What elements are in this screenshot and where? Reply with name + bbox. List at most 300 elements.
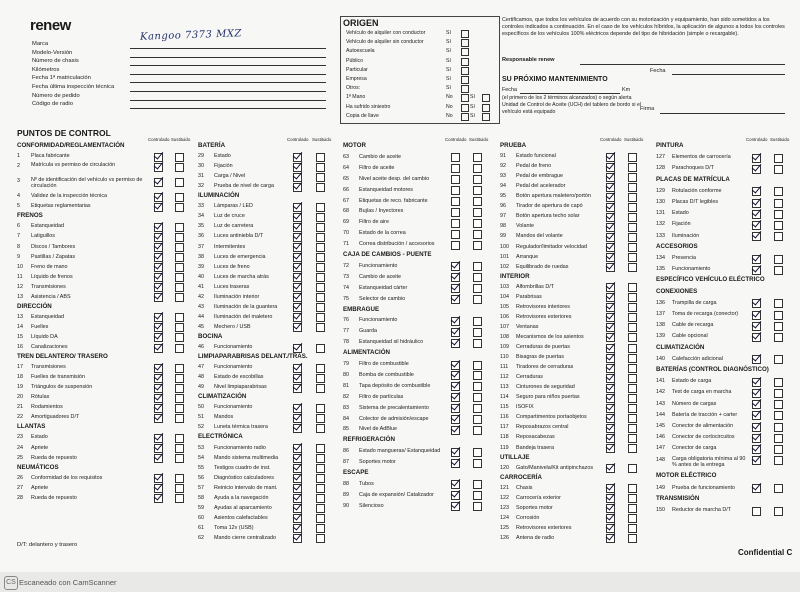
checkmark-icon — [606, 159, 616, 169]
checklist-item-label: Pedal de freno — [516, 163, 552, 170]
checkmark-icon — [293, 229, 303, 239]
checklist-item-number: 41 — [198, 283, 204, 290]
checkmark-icon — [752, 441, 762, 451]
checklist-item-label: Diagnóstico calculadores — [214, 474, 274, 481]
checkmark-icon — [752, 408, 762, 418]
checklist-item — [500, 191, 650, 201]
checkmark-icon — [606, 390, 616, 400]
replaced-checkbox[interactable] — [473, 448, 482, 457]
replaced-checkbox[interactable] — [473, 328, 482, 337]
checkmark-icon — [154, 440, 164, 450]
replaced-checkbox[interactable] — [175, 344, 184, 353]
checkmark-icon — [293, 481, 303, 491]
replaced-checkbox[interactable] — [628, 534, 637, 543]
origin-checkbox[interactable] — [461, 113, 469, 121]
controlled-checkbox[interactable] — [451, 186, 460, 195]
replaced-checkbox[interactable] — [473, 295, 482, 304]
checkmark-icon — [154, 229, 164, 239]
checklist-item-number: 129 — [656, 187, 665, 194]
checklist-item-label: Iluminación de la guantera — [214, 303, 278, 310]
replaced-checkbox[interactable] — [473, 361, 482, 370]
checklist-item-number: 74 — [343, 284, 349, 291]
replaced-checkbox[interactable] — [774, 411, 783, 420]
replaced-checkbox[interactable] — [175, 494, 184, 503]
replaced-checkbox[interactable] — [473, 371, 482, 380]
checklist-item-number: 34 — [198, 213, 204, 220]
checklist-item-number: 96 — [500, 203, 506, 210]
origin-checkbox[interactable] — [461, 104, 469, 112]
controlled-checkbox[interactable] — [451, 153, 460, 162]
replaced-checkbox[interactable] — [774, 456, 783, 465]
replaced-checkbox[interactable] — [316, 183, 325, 192]
checkmark-icon — [606, 410, 616, 420]
checklist-item — [198, 312, 338, 322]
checklist-item — [198, 302, 338, 312]
controlled-checkbox[interactable] — [752, 232, 761, 241]
replaced-checkbox[interactable] — [774, 378, 783, 387]
checklist-item-number: 131 — [656, 210, 665, 217]
replaced-checkbox[interactable] — [628, 444, 637, 453]
checklist-item — [656, 331, 791, 341]
checkmark-icon — [293, 300, 303, 310]
replaced-checkbox[interactable] — [473, 262, 482, 271]
replaced-checkbox[interactable] — [774, 165, 783, 174]
checklist-item-number: 55 — [198, 464, 204, 471]
checklist-item — [656, 387, 791, 397]
checkmark-icon — [451, 444, 461, 454]
checklist-title: PUNTOS DE CONTROL — [17, 128, 111, 138]
checkmark-icon — [293, 159, 303, 169]
controlled-checkbox[interactable] — [451, 502, 460, 511]
controlled-checkbox[interactable] — [293, 534, 302, 543]
checklist-item-label: Retrovisores interiores — [516, 303, 570, 310]
checklist-item-label: Elementos de carrocería — [672, 154, 731, 161]
checklist-item-number: 110 — [500, 354, 509, 361]
origin-checkbox[interactable] — [461, 67, 469, 75]
checklist-item-number: 25 — [17, 454, 23, 461]
checkmark-icon — [293, 360, 303, 370]
checklist-item-label: Gato/Manivela/Kit antipinchazos — [516, 464, 594, 471]
checklist-item-number: 11 — [17, 273, 23, 280]
checklist-section-heading: INTERIOR — [500, 272, 530, 280]
checklist-item-label: Estado mangueras/ Estanqueidad — [359, 448, 441, 455]
replaced-checkbox[interactable] — [473, 491, 482, 500]
checklist-item-number: 32 — [198, 183, 204, 190]
checkmark-icon — [293, 320, 303, 330]
checkmark-icon — [154, 219, 164, 229]
checkmark-icon — [606, 239, 616, 249]
checkmark-icon — [293, 531, 303, 541]
checkmark-icon — [293, 149, 303, 159]
controlled-checkbox[interactable] — [606, 464, 615, 473]
controlled-checkbox[interactable] — [451, 339, 460, 348]
checkmark-icon — [752, 217, 762, 227]
replaced-checkbox[interactable] — [175, 178, 184, 187]
checkmark-icon — [451, 390, 461, 400]
origin-checkbox[interactable] — [482, 94, 490, 102]
replaced-checkbox[interactable] — [774, 355, 783, 364]
controlled-checkbox[interactable] — [451, 230, 460, 239]
checklist-item-number: 140 — [656, 355, 665, 362]
checklist-item — [198, 412, 338, 422]
checklist-item-label: Mandos — [214, 414, 234, 421]
checkmark-icon — [154, 360, 164, 370]
replaced-checkbox[interactable] — [316, 424, 325, 433]
controlled-checkbox[interactable] — [154, 414, 163, 423]
replaced-checkbox[interactable] — [473, 186, 482, 195]
checklist-item-label: Toma 12v (USB) — [214, 524, 254, 531]
checklist-section-heading: TREN DELANTERO/ TRASERO — [17, 353, 108, 361]
controlled-checkbox[interactable] — [293, 323, 302, 332]
checklist-item-label: Guarda — [359, 328, 377, 335]
replaced-checkbox[interactable] — [774, 389, 783, 398]
controlled-checkbox[interactable] — [451, 197, 460, 206]
maintenance-date-label: Fecha — [502, 87, 517, 93]
checklist-item — [198, 201, 338, 211]
controlled-checkbox[interactable] — [154, 344, 163, 353]
checklist-item-number: 126 — [500, 534, 509, 541]
checklist-item-label: Freno de mano — [31, 263, 68, 270]
checklist-item-number: 120 — [500, 464, 509, 471]
checklist-item — [198, 221, 338, 231]
checklist-item — [656, 376, 791, 386]
checkmark-icon — [293, 209, 303, 219]
checkmark-icon — [451, 335, 461, 345]
checklist-item — [500, 382, 650, 392]
replaced-checkbox[interactable] — [628, 464, 637, 473]
maintenance-text: (el primero de los 2 términos alcanzados) o según alerta Unidad de Control de Aceite (UCH) del tablero de bordo si el vehículo está equipado — [502, 95, 641, 115]
checklist-item — [17, 201, 192, 211]
checklist-item — [198, 181, 338, 191]
checklist-item-label: Asistencia / ABS — [31, 293, 71, 300]
replaced-checkbox[interactable] — [473, 415, 482, 424]
controlled-checkbox[interactable] — [752, 484, 761, 493]
checkmark-icon — [154, 280, 164, 290]
checklist-item — [198, 453, 338, 463]
checklist-item-number: 84 — [343, 415, 349, 422]
replaced-checkbox[interactable] — [175, 163, 184, 172]
checklist-item-label: Luz de carretera — [214, 223, 254, 230]
checkmark-icon — [451, 455, 461, 465]
replaced-checkbox[interactable] — [473, 317, 482, 326]
replaced-checkbox[interactable] — [316, 384, 325, 393]
checklist-item — [656, 231, 791, 241]
replaced-checkbox[interactable] — [473, 230, 482, 239]
checkmark-icon — [451, 292, 461, 302]
checkmark-icon — [752, 481, 762, 491]
checklist-item-label: Soportes motor — [359, 459, 396, 466]
origin-row-label: Público — [346, 57, 364, 64]
replaced-checkbox[interactable] — [774, 507, 783, 516]
replaced-checkbox[interactable] — [628, 263, 637, 272]
checkmark-icon — [752, 352, 762, 362]
controlled-checkbox[interactable] — [293, 183, 302, 192]
checkmark-icon — [606, 380, 616, 390]
checklist-item-label: Funcionamiento — [672, 266, 711, 273]
checklist-item — [656, 152, 791, 162]
checklist-item — [17, 453, 192, 463]
controlled-checkbox[interactable] — [752, 266, 761, 275]
origin-checkbox[interactable] — [461, 76, 469, 84]
checklist-item — [656, 455, 791, 468]
replaced-checkbox[interactable] — [774, 484, 783, 493]
replaced-checkbox[interactable] — [473, 219, 482, 228]
checklist-item-number: 104 — [500, 293, 509, 300]
checklist-item-label: Número de cargas — [672, 400, 717, 407]
checkmark-icon — [154, 471, 164, 481]
replaced-checkbox[interactable] — [175, 414, 184, 423]
checklist-item-number: 113 — [500, 384, 509, 391]
checklist-item — [198, 272, 338, 282]
origin-checkbox[interactable] — [461, 58, 469, 66]
controlled-checkbox[interactable] — [451, 175, 460, 184]
checklist-item — [500, 302, 650, 312]
replaced-checkbox[interactable] — [774, 423, 783, 432]
replaced-checkbox[interactable] — [774, 187, 783, 196]
checklist-item-number: 71 — [343, 241, 349, 248]
checklist-item — [343, 424, 495, 434]
replaced-checkbox[interactable] — [473, 284, 482, 293]
replaced-checkbox[interactable] — [473, 273, 482, 282]
replaced-checkbox[interactable] — [473, 153, 482, 162]
checklist-item-label: Triángulos de suspensión — [31, 384, 93, 391]
checklist-item — [343, 315, 495, 325]
checklist-item — [343, 359, 495, 369]
controlled-checkbox[interactable] — [154, 163, 163, 172]
controlled-checkbox[interactable] — [752, 165, 761, 174]
replaced-checkbox[interactable] — [774, 255, 783, 264]
checkmark-icon — [752, 329, 762, 339]
replaced-checkbox[interactable] — [473, 393, 482, 402]
checkmark-icon — [606, 531, 616, 541]
replaced-checkbox[interactable] — [774, 333, 783, 342]
controlled-checkbox[interactable] — [451, 208, 460, 217]
origin-checkbox[interactable] — [461, 94, 469, 102]
replaced-checkbox[interactable] — [774, 266, 783, 275]
checkmark-icon — [154, 174, 164, 184]
checklist-item — [17, 322, 192, 332]
origin-checkbox[interactable] — [461, 30, 469, 38]
replaced-checkbox[interactable] — [316, 323, 325, 332]
checklist-item — [17, 312, 192, 322]
checklist-item-label: Cinturones de seguridad — [516, 384, 575, 391]
replaced-checkbox[interactable] — [473, 404, 482, 413]
checklist-item — [17, 392, 192, 402]
checklist-item-number: 141 — [656, 378, 665, 385]
checkmark-icon — [154, 260, 164, 270]
certification-date-line — [672, 74, 785, 75]
replaced-checkbox[interactable] — [774, 434, 783, 443]
replaced-checkbox[interactable] — [774, 210, 783, 219]
controlled-checkbox[interactable] — [752, 355, 761, 364]
checklist-item-number: 115 — [500, 404, 509, 411]
checklist-item-number: 90 — [343, 502, 349, 509]
replaced-checkbox[interactable] — [774, 232, 783, 241]
controlled-checkbox[interactable] — [154, 454, 163, 463]
checklist-section-heading: BATERÍAS (CONTROL DIAGNÓSTICO) — [656, 366, 769, 373]
controlled-checkbox[interactable] — [451, 164, 460, 173]
vehicle-field-label: Código de radio — [32, 101, 73, 108]
checklist-item — [198, 422, 338, 432]
replaced-checkbox[interactable] — [316, 534, 325, 543]
checklist-item-number: 109 — [500, 344, 509, 350]
checkmark-icon — [293, 179, 303, 189]
replaced-checkbox[interactable] — [774, 221, 783, 230]
origin-checkbox[interactable] — [461, 48, 469, 56]
origin-row — [346, 103, 496, 111]
replaced-checkbox[interactable] — [473, 382, 482, 391]
controlled-checkbox[interactable] — [154, 293, 163, 302]
replaced-checkbox[interactable] — [473, 502, 482, 511]
origin-checkbox[interactable] — [482, 104, 490, 112]
controlled-checkbox[interactable] — [451, 219, 460, 228]
controlled-checkbox[interactable] — [451, 426, 460, 435]
replaced-checkbox[interactable] — [316, 344, 325, 353]
replaced-checkbox[interactable] — [473, 175, 482, 184]
replaced-checkbox[interactable] — [473, 459, 482, 468]
checklist-item-label: Intermitentes — [214, 243, 246, 250]
controlled-checkbox[interactable] — [293, 424, 302, 433]
replaced-checkbox[interactable] — [473, 480, 482, 489]
checklist-item — [17, 332, 192, 342]
checklist-item-label: Apriete — [31, 484, 49, 491]
checkmark-icon — [451, 324, 461, 334]
checklist-item-label: Conector de alimentación — [672, 423, 734, 429]
checklist-item-label: Lámparas / LED — [214, 203, 253, 210]
checklist-section-heading: ACCESORIOS — [656, 242, 698, 250]
responsible-line — [580, 64, 785, 65]
checklist-item-number: 136 — [656, 299, 665, 306]
controlled-checkbox[interactable] — [154, 494, 163, 503]
checklist-item-label: Retrovisores exteriores — [516, 313, 572, 320]
controlled-checkbox[interactable] — [752, 333, 761, 342]
checklist-item-number: 85 — [343, 426, 349, 433]
checklist-item — [198, 533, 338, 543]
replaced-checkbox[interactable] — [774, 199, 783, 208]
checklist-item-label: Etiquetas de reco. fabricante — [359, 197, 428, 204]
origin-row — [346, 84, 496, 92]
checklist-item — [343, 272, 495, 282]
controlled-checkbox[interactable] — [154, 203, 163, 212]
checkmark-icon — [154, 481, 164, 491]
checklist-item-label: Calefacción adicional — [672, 355, 723, 362]
replaced-checkbox[interactable] — [175, 454, 184, 463]
checklist-item — [500, 362, 650, 372]
controlled-checkbox[interactable] — [154, 178, 163, 187]
checklist-section-heading: CONEXIONES — [656, 287, 698, 295]
checklist-item-label: Rueda de repuesto — [31, 494, 77, 501]
checklist-item — [17, 176, 192, 190]
checklist-item — [500, 322, 650, 332]
checklist-item-label: Fijación — [214, 163, 233, 170]
replaced-checkbox[interactable] — [175, 293, 184, 302]
checklist-item — [343, 174, 495, 184]
checklist-item-number: 89 — [343, 491, 349, 498]
origin-checkbox[interactable] — [461, 85, 469, 93]
replaced-checkbox[interactable] — [473, 241, 482, 250]
replaced-checkbox[interactable] — [473, 197, 482, 206]
replaced-checkbox[interactable] — [774, 299, 783, 308]
origin-checkbox[interactable] — [461, 39, 469, 47]
controlled-checkbox[interactable] — [606, 444, 615, 453]
checklist-item — [656, 186, 791, 196]
replaced-checkbox[interactable] — [774, 322, 783, 331]
checkmark-icon — [752, 430, 762, 440]
checklist-item-label: Estanqueidad — [31, 223, 64, 230]
checklist-item — [198, 443, 338, 453]
checklist-item-label: Nº de identificación del vehículo vs permiso de circulación — [31, 177, 143, 190]
checkmark-icon — [451, 368, 461, 378]
checklist-item-number: 138 — [656, 322, 665, 329]
replaced-column-header: Sustituido — [770, 137, 790, 142]
controlled-checkbox[interactable] — [451, 295, 460, 304]
replaced-checkbox[interactable] — [774, 311, 783, 320]
checkmark-icon — [293, 169, 303, 179]
replaced-checkbox[interactable] — [774, 154, 783, 163]
checklist-item-label: Chasis — [516, 484, 533, 491]
checklist-item-number: 33 — [198, 203, 204, 210]
checklist-item-label: Estado funcional — [516, 153, 556, 160]
checklist-section-heading: MOTOR — [343, 142, 366, 149]
replaced-checkbox[interactable] — [175, 203, 184, 212]
checkmark-icon — [293, 310, 303, 320]
checklist-section-heading: TRANSMISIÓN — [656, 494, 700, 502]
checklist-item-label: Botón apertura techo solar — [516, 213, 580, 220]
checklist-item-label: Test de carga en marcha — [672, 389, 732, 396]
checklist-item-label: Estanqueidad motores — [359, 186, 413, 193]
vehicle-field-label: Kilómetros — [32, 66, 60, 73]
checkmark-icon — [154, 330, 164, 340]
replaced-checkbox[interactable] — [473, 426, 482, 435]
origin-option-label: No — [446, 103, 453, 110]
origin-row-label: Vehículo de alquiler con conductor — [346, 30, 426, 36]
controlled-checkbox[interactable] — [752, 507, 761, 516]
checklist-item — [500, 463, 650, 473]
replaced-checkbox[interactable] — [473, 339, 482, 348]
controlled-checkbox[interactable] — [451, 459, 460, 468]
origin-checkbox[interactable] — [482, 113, 490, 121]
checklist-item — [656, 320, 791, 330]
controlled-checkbox[interactable] — [752, 456, 761, 465]
replaced-checkbox[interactable] — [473, 208, 482, 217]
origin-row-label: 1ª Mano — [346, 94, 366, 101]
controlled-checkbox[interactable] — [293, 384, 302, 393]
controlled-checkbox[interactable] — [606, 263, 615, 272]
replaced-checkbox[interactable] — [774, 400, 783, 409]
checklist-item-label: Arranque — [516, 253, 539, 260]
checklist-item-label: Placas D/T legibles — [672, 199, 719, 205]
vehicle-field-label: Fecha 1ª matriculación — [32, 75, 91, 82]
controlled-checkbox[interactable] — [606, 534, 615, 543]
checklist-item-label: Estado — [31, 434, 48, 441]
checklist-item-label: Cable opcional — [672, 333, 708, 340]
vehicle-field-label: Modelo-Versión — [32, 49, 73, 56]
checkmark-icon — [451, 270, 461, 280]
replaced-checkbox[interactable] — [774, 445, 783, 454]
checkmark-icon — [606, 290, 616, 300]
replaced-checkbox[interactable] — [473, 164, 482, 173]
checklist-item-number: 27 — [17, 484, 23, 491]
checklist-section-heading: ALIMENTACIÓN — [343, 349, 390, 357]
checklist-item — [17, 342, 192, 352]
checklist-item — [198, 161, 338, 171]
checkmark-icon — [293, 420, 303, 430]
checklist-item-number: 97 — [500, 213, 506, 220]
checklist-item-number: 65 — [343, 175, 349, 182]
checklist-item-label: Conector de carga — [672, 445, 717, 452]
renew-logo: renew — [30, 17, 71, 34]
controlled-checkbox[interactable] — [451, 241, 460, 250]
